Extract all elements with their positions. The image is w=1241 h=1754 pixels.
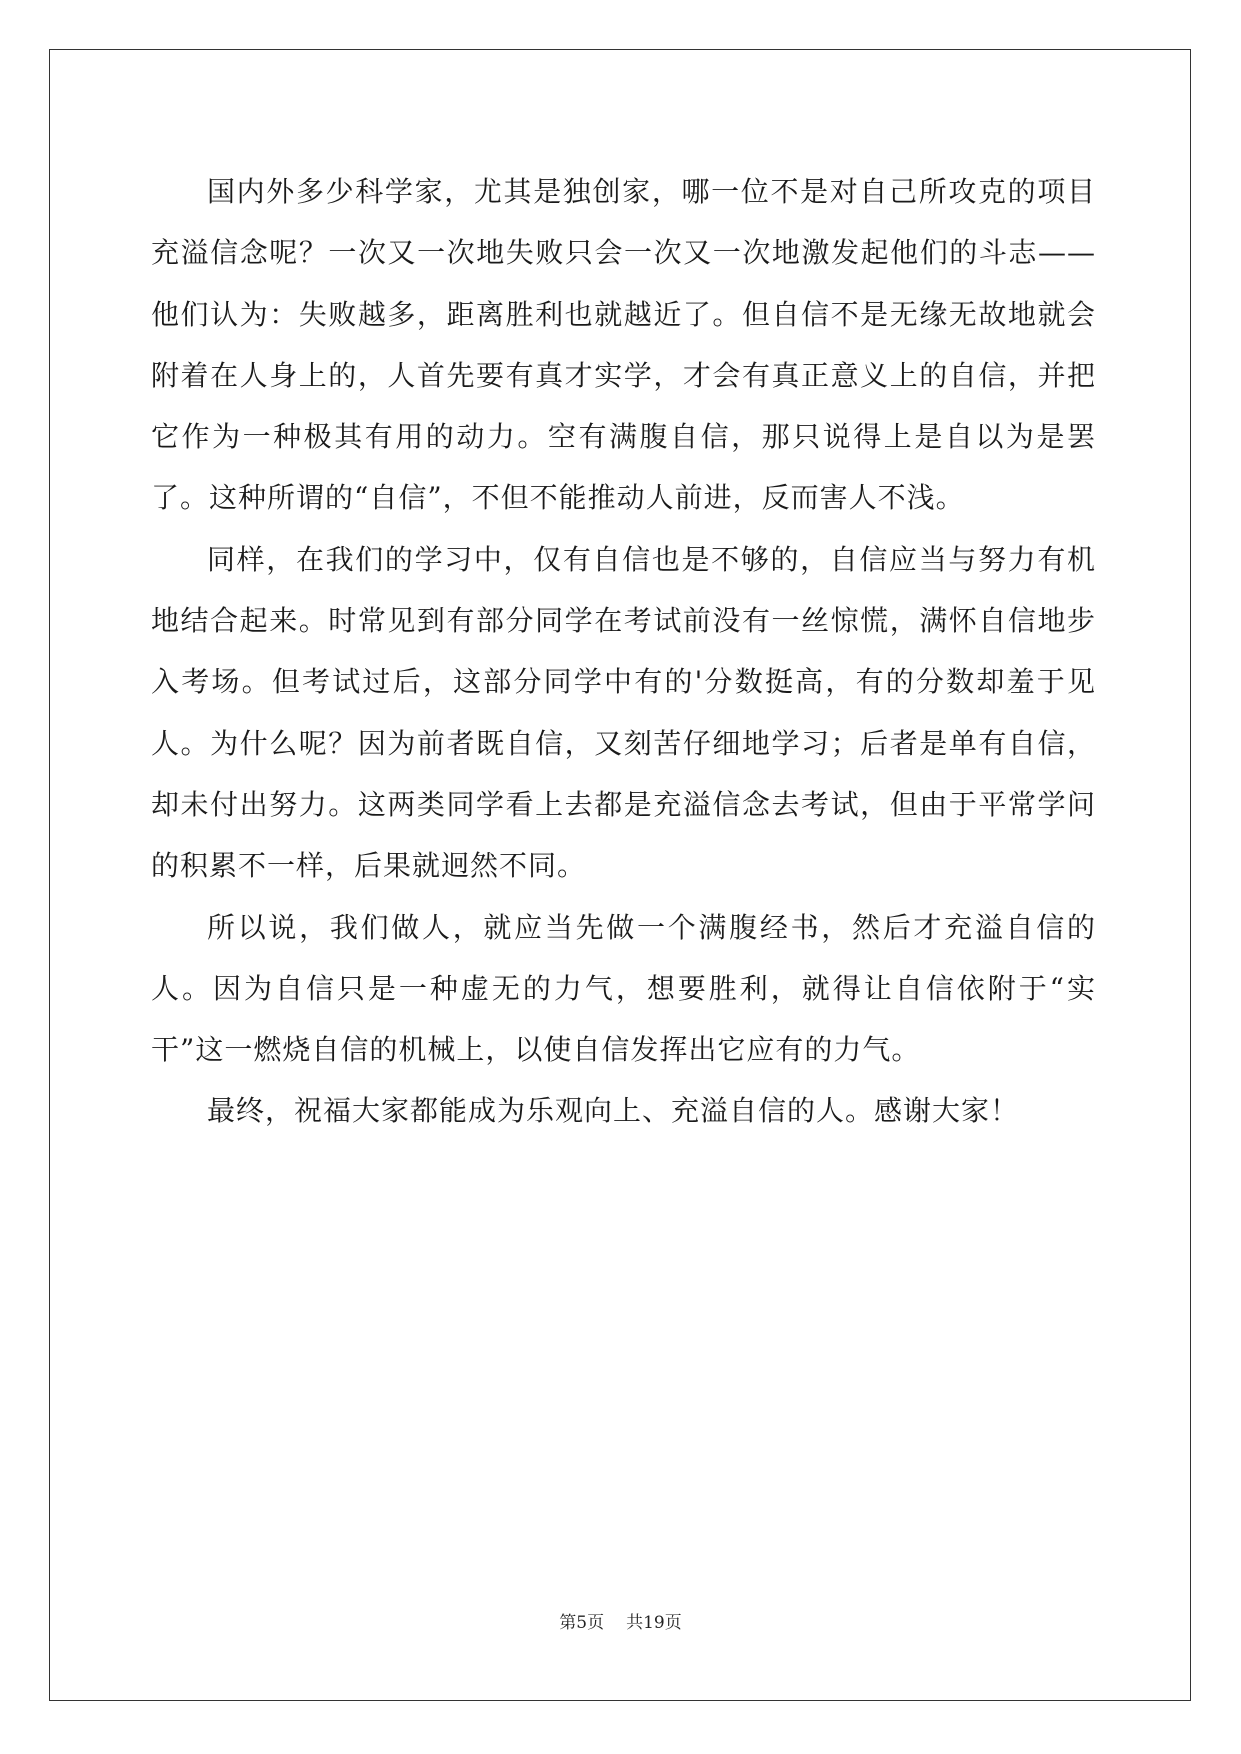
- paragraph-2: 同样，在我们的学习中，仅有自信也是不够的，自信应当与努力有机地结合起来。时常见到有部分同学在考试前没有一丝惊慌，满怀自信地步入考场。但考试过后，这部分同学中有的'分数挺高，有的分数却羞于见人。为什么呢？因为前者既自信，又刻苦仔细地学习；后者是单有自信，却未付出努力。这两类同学看上去都是充溢信念去考试，但由于平常学问的积累不一样，后果就迥然不同。: [151, 542, 1096, 883]
- paragraph-4: 最终，祝福大家都能成为乐观向上、充溢自信的人。感谢大家！: [207, 1094, 1020, 1128]
- page-total: 共19页: [626, 1613, 682, 1633]
- paragraph-1: 国内外多少科学家，尤其是独创家，哪一位不是对自己所攻克的项目充溢信念呢？一次又一次地失败只会一次又一次地激发起他们的斗志——他们认为：失败越多，距离胜利也就越近了。但自信不是无缘无故地就会附着在人身上的，人首先要有真才实学，才会有真正意义上的自信，并把它作为一种极其有用的动力。空有满腹自信，那只说得上是自以为是罢了。这种所谓的“自信”，不但不能推动人前进，反而害人不浅。: [151, 175, 1096, 515]
- paragraph-3: 所以说，我们做人，就应当先做一个满腹经书，然后才充溢自信的人。因为自信只是一种虚无的力气，想要胜利，就得让自信依附于“实干”这一燃烧自信的机械上，以使自信发挥出它应有的力气。: [151, 910, 1096, 1067]
- document-body: [151, 161, 1096, 1142]
- page-number: 第5页: [559, 1613, 605, 1633]
- page-footer: [0, 1608, 1241, 1633]
